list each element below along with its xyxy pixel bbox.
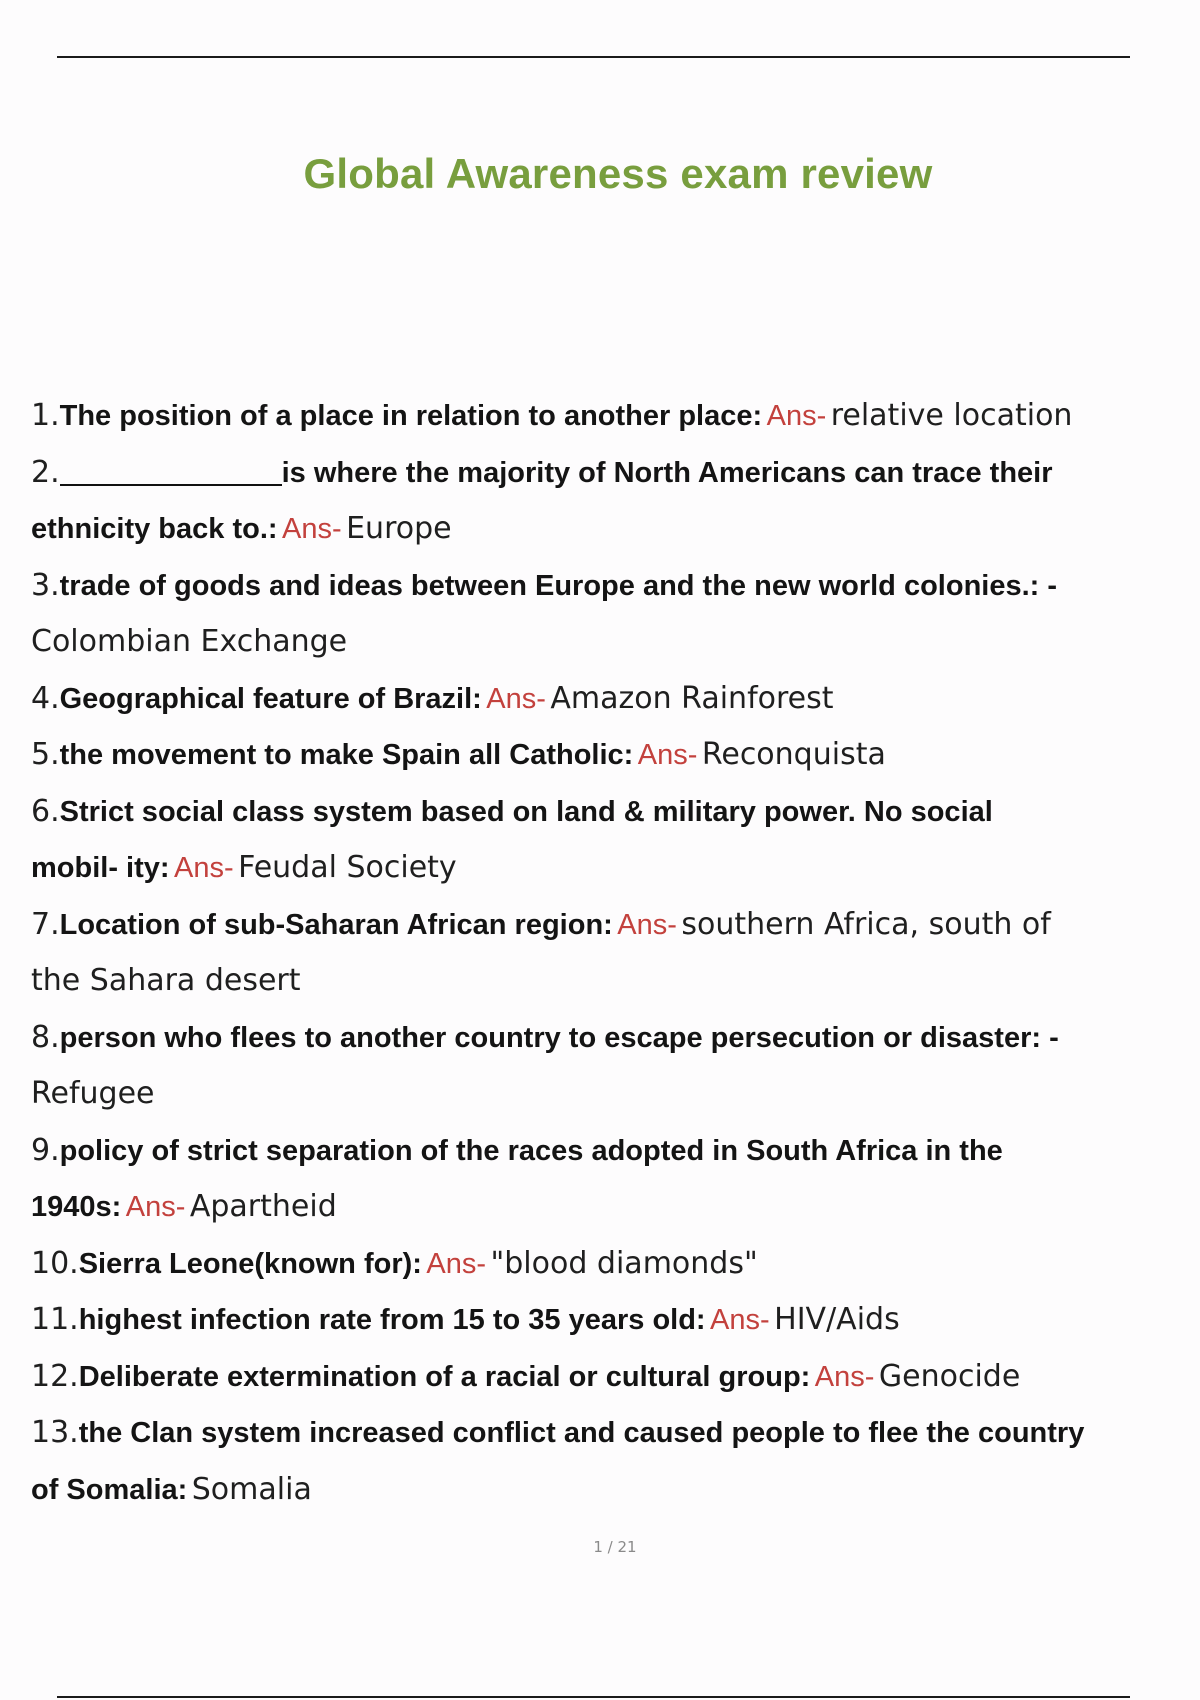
- answer: the Sahara desert: [31, 963, 301, 998]
- answer: Genocide: [878, 1358, 1021, 1394]
- item-number: 11.: [31, 1302, 79, 1337]
- answer: Amazon Rainforest: [550, 680, 834, 716]
- list-item-continuation: [31, 1179, 1196, 1236]
- answer-marker: Ans-: [710, 1304, 770, 1336]
- list-item: [31, 1010, 1196, 1067]
- list-item-continuation: [31, 840, 1196, 897]
- list-item-continuation: [31, 953, 1196, 1010]
- list-item-continuation: [31, 501, 1196, 558]
- item-number: 7.: [31, 906, 60, 942]
- question: ethnicity back to.:: [31, 513, 278, 545]
- item-number: 4.: [31, 680, 60, 716]
- item-number: 3.: [31, 567, 60, 603]
- question: policy of strict separation of the races adopted in South Africa in the: [59, 1134, 1003, 1167]
- list-item: [31, 671, 1196, 728]
- bottom-rule: [57, 1696, 1130, 1698]
- answer: relative location: [830, 398, 1073, 433]
- answer: Somalia: [191, 1471, 312, 1507]
- answer-marker: Ans-: [637, 739, 698, 771]
- question: Location of sub-Saharan African region:: [59, 908, 613, 941]
- list-item: [31, 1123, 1196, 1180]
- question: Geographical feature of Brazil:: [59, 682, 482, 715]
- document-title: Global Awareness exam review: [303, 150, 933, 197]
- list-item: [31, 1236, 1196, 1293]
- answer-marker: Ans-: [282, 513, 342, 545]
- list-item-continuation: [31, 1066, 1196, 1123]
- list-item: [31, 1292, 1196, 1349]
- list-item: [31, 897, 1196, 954]
- item-number: 5.: [31, 737, 60, 772]
- question: of Somalia:: [31, 1473, 188, 1506]
- question: is where the majority of North Americans can trace their: [281, 456, 1053, 489]
- list-item: [31, 784, 1196, 841]
- list-item: [31, 1349, 1196, 1406]
- question: highest infection rate from 15 to 35 years old:: [78, 1304, 706, 1336]
- answer: Apartheid: [189, 1189, 337, 1224]
- answer-marker: Ans-: [617, 908, 677, 941]
- list-item: [31, 727, 1196, 784]
- answer-marker: Ans-: [174, 852, 234, 884]
- list-item: [31, 1405, 1196, 1462]
- question: trade of goods and ideas between Europe and the new world colonies.: -: [59, 569, 1058, 602]
- answer: HIV/Aids: [774, 1302, 900, 1337]
- question: the Clan system increased conflict and caused people to flee the country: [78, 1417, 1085, 1449]
- question: the movement to make Spain all Catholic:: [59, 739, 634, 771]
- question: person who flees to another country to escape persecution or disaster: -: [59, 1021, 1059, 1054]
- item-number: 8.: [31, 1019, 60, 1055]
- list-item-continuation: [31, 1462, 1196, 1519]
- answer-marker: Ans-: [486, 682, 546, 715]
- list-item: [31, 558, 1196, 615]
- list-item-continuation: [31, 614, 1196, 671]
- question: Sierra Leone(known for):: [78, 1247, 422, 1280]
- fill-in-blank: [60, 454, 282, 486]
- question: 1940s:: [31, 1191, 122, 1223]
- item-number: 9.: [31, 1132, 60, 1168]
- answer: Colombian Exchange: [31, 624, 348, 659]
- item-number: 1.: [31, 398, 60, 433]
- answer-marker: Ans-: [766, 400, 827, 432]
- item-number: 2.: [31, 454, 60, 490]
- answer: Europe: [346, 511, 452, 546]
- answer-marker: Ans-: [125, 1191, 186, 1223]
- page-indicator: 1 / 21: [593, 1538, 637, 1556]
- top-rule: [57, 56, 1130, 58]
- answer: southern Africa, south of: [681, 906, 1051, 942]
- answer-marker: Ans-: [426, 1247, 487, 1280]
- question: Strict social class system based on land & military power. No social: [59, 795, 993, 828]
- item-number: 12.: [31, 1358, 79, 1394]
- question: mobil- ity:: [31, 852, 170, 884]
- answer: "blood diamonds": [490, 1245, 758, 1281]
- answer: Feudal Society: [238, 850, 457, 885]
- answer: Refugee: [31, 1076, 155, 1111]
- list-item: [31, 445, 1196, 502]
- question: The position of a place in relation to another place:: [59, 400, 763, 432]
- item-number: 6.: [31, 793, 60, 829]
- answer-marker: Ans-: [814, 1360, 875, 1393]
- item-number: 10.: [31, 1245, 79, 1281]
- answer: Reconquista: [701, 737, 886, 772]
- qa-list: [31, 388, 1196, 1518]
- item-number: 13.: [31, 1415, 79, 1450]
- question: Deliberate extermination of a racial or cultural group:: [78, 1360, 811, 1393]
- list-item: [31, 388, 1196, 445]
